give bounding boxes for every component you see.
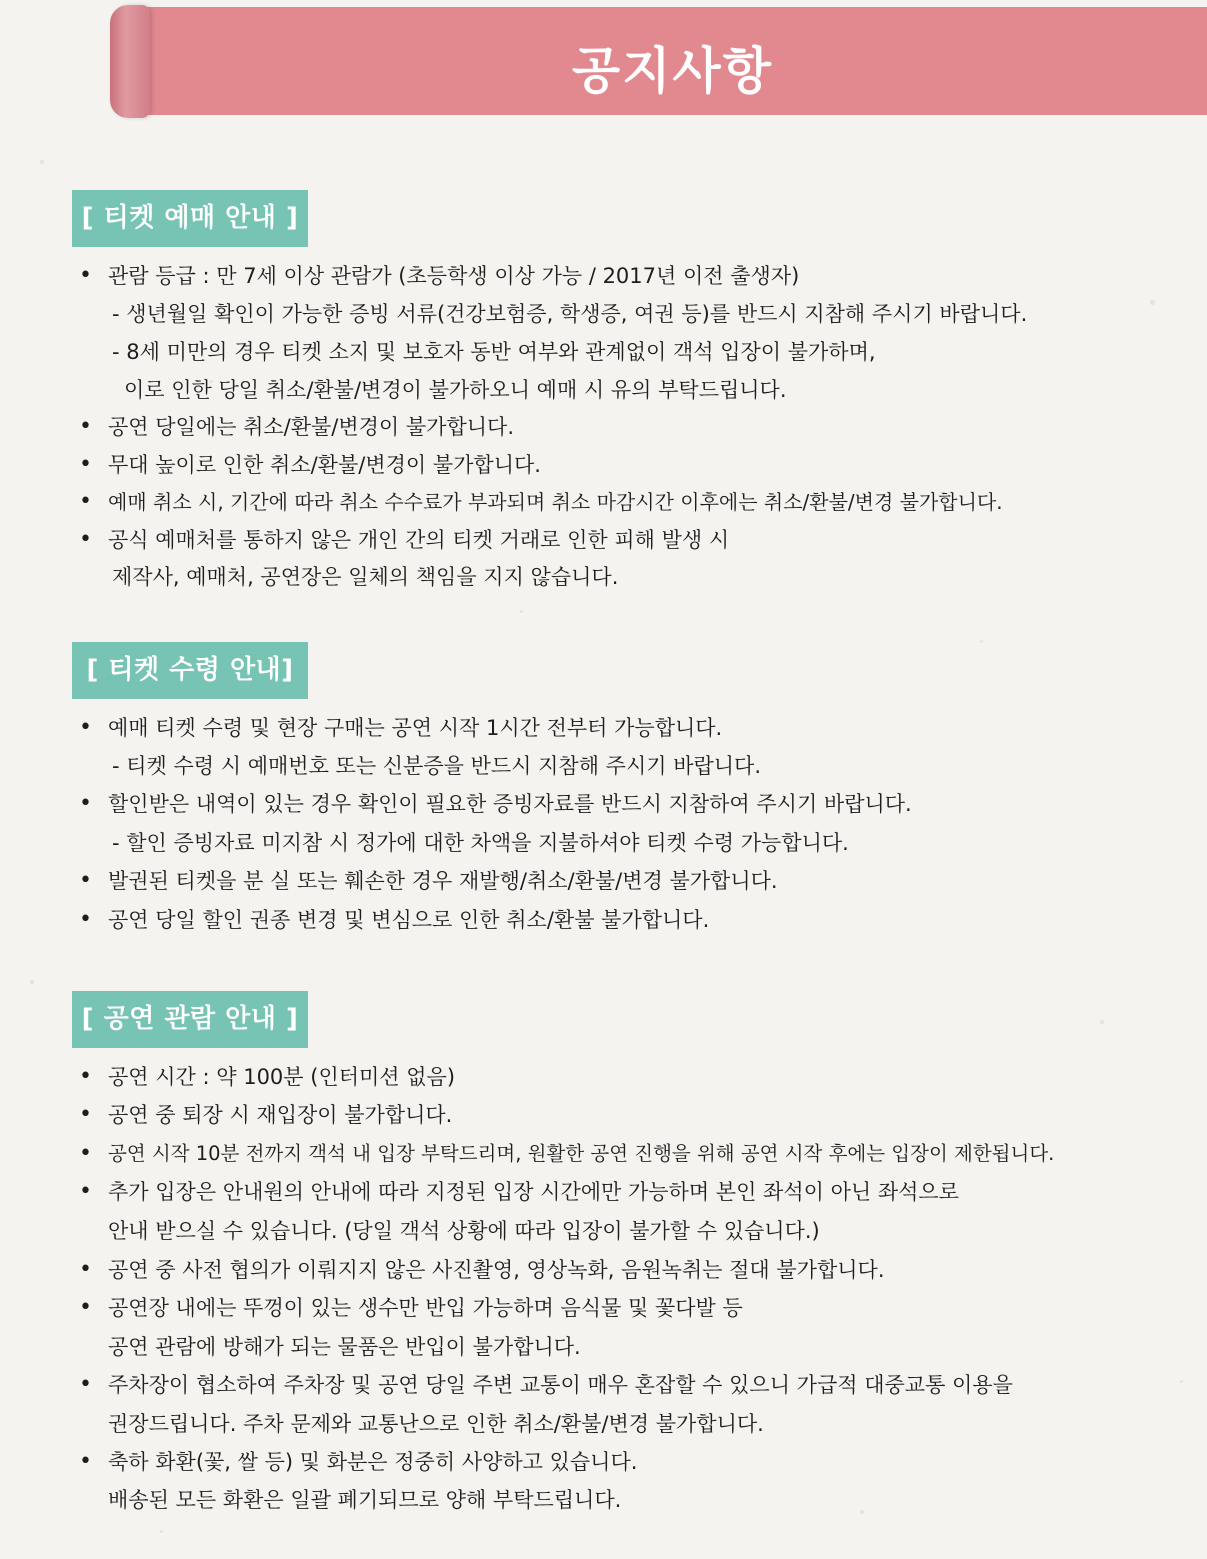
title-banner [110, 5, 1207, 118]
notice-line: 예매 티켓 수령 및 현장 구매는 공연 시작 1시간 전부터 가능합니다. [108, 716, 723, 740]
notice-subline: - 생년월일 확인이 가능한 증빙 서류(건강보험증, 학생증, 여권 등)를 반드시 지참해 주시기 바랍니다. [112, 302, 1028, 326]
notice-line: 공연장 내에는 뚜껑이 있는 생수만 반입 가능하며 음식물 및 꽃다발 등 [108, 1296, 743, 1320]
bullet: • [79, 1257, 92, 1282]
notice-subline: 공연 관람에 방해가 되는 물품은 반입이 불가합니다. [108, 1335, 581, 1359]
bullet: • [79, 868, 92, 893]
bullet: • [79, 1102, 92, 1127]
bullet: • [79, 1449, 92, 1474]
notice-line: 공연 당일 할인 권종 변경 및 변심으로 인한 취소/환불 불가합니다. [108, 908, 710, 932]
notice-line: 예매 취소 시, 기간에 따라 취소 수수료가 부과되며 취소 마감시간 이후에는 취소/환불/변경 불가합니다. [108, 490, 1003, 514]
notice-line: 공식 예매처를 통하지 않은 개인 간의 티켓 거래로 인한 피해 발생 시 [108, 528, 730, 552]
banner-scroll-roll [110, 5, 150, 118]
notice-subline: 권장드립니다. 주차 문제와 교통난으로 인한 취소/환불/변경 불가합니다. [108, 1412, 764, 1436]
bullet: • [79, 452, 92, 477]
notice-line: 추가 입장은 안내원의 안내에 따라 지정된 입장 시간에만 가능하며 본인 좌석이 아닌 좌석으로 [108, 1180, 959, 1204]
notice-subline: 배송된 모든 화환은 일괄 폐기되므로 양해 부탁드립니다. [108, 1488, 622, 1512]
notice-line: 관람 등급 : 만 7세 이상 관람가 (초등학생 이상 가능 / 2017년 이전 출생자) [108, 264, 800, 288]
notice-line: 공연 시작 10분 전까지 객석 내 입장 부탁드리며, 원활한 공연 진행을 위해 공연 시작 후에는 입장이 제한됩니다. [108, 1142, 1055, 1165]
bullet: • [79, 1372, 92, 1397]
notice-line: 축하 화환(꽃, 쌀 등) 및 화분은 정중히 사양하고 있습니다. [108, 1450, 638, 1474]
bullet: • [79, 489, 92, 514]
section-header-ticket-booking: [ 티켓 예매 안내 ] [72, 190, 308, 247]
page-title: 공지사항 [571, 42, 774, 100]
notice-line: 주차장이 협소하여 주차장 및 공연 당일 주변 교통이 매우 혼잡할 수 있으니 가급적 대중교통 이용을 [108, 1373, 1013, 1397]
bullet: • [79, 1064, 92, 1089]
bullet: • [79, 1179, 92, 1204]
notice-line: 공연 당일에는 취소/환불/변경이 불가합니다. [108, 415, 514, 439]
notice-subline: - 8세 미만의 경우 티켓 소지 및 보호자 동반 여부와 관계없이 객석 입장이 불가하며, [112, 340, 876, 364]
notice-subline: - 티켓 수령 시 예매번호 또는 신분증을 반드시 지참해 주시기 바랍니다. [112, 754, 762, 778]
bullet: • [79, 527, 92, 552]
notice-line: 발권된 티켓을 분 실 또는 훼손한 경우 재발행/취소/환불/변경 불가합니다. [108, 869, 778, 893]
section-header-ticket-pickup: [ 티켓 수령 안내] [72, 642, 308, 699]
notice-line: 무대 높이로 인한 취소/환불/변경이 불가합니다. [108, 453, 541, 477]
notice-subline: 제작사, 예매처, 공연장은 일체의 책임을 지지 않습니다. [112, 565, 619, 589]
bullet: • [79, 263, 92, 288]
bullet: • [79, 907, 92, 932]
notice-line: 할인받은 내역이 있는 경우 확인이 필요한 증빙자료를 반드시 지참하여 주시기 바랍니다. [108, 792, 912, 816]
notice-line: 공연 중 사전 협의가 이뤄지지 않은 사진촬영, 영상녹화, 음원녹취는 절대 불가합니다. [108, 1258, 885, 1282]
notice-subline: - 할인 증빙자료 미지참 시 정가에 대한 차액을 지불하셔야 티켓 수령 가능합니다. [112, 831, 849, 855]
bullet: • [79, 715, 92, 740]
bullet: • [79, 414, 92, 439]
bullet: • [79, 791, 92, 816]
bullet: • [79, 1295, 92, 1320]
notice-line: 공연 시간 : 약 100분 (인터미션 없음) [108, 1065, 456, 1089]
banner-ribbon [138, 7, 1207, 115]
notice-subline: 이로 인한 당일 취소/환불/변경이 불가하오니 예매 시 유의 부탁드립니다. [124, 378, 787, 402]
notice-subline: 안내 받으실 수 있습니다. (당일 객석 상황에 따라 입장이 불가할 수 있습니다.) [108, 1219, 820, 1243]
bullet: • [79, 1141, 92, 1166]
notice-line: 공연 중 퇴장 시 재입장이 불가합니다. [108, 1103, 453, 1127]
section-header-performance-viewing: [ 공연 관람 안내 ] [72, 991, 308, 1048]
